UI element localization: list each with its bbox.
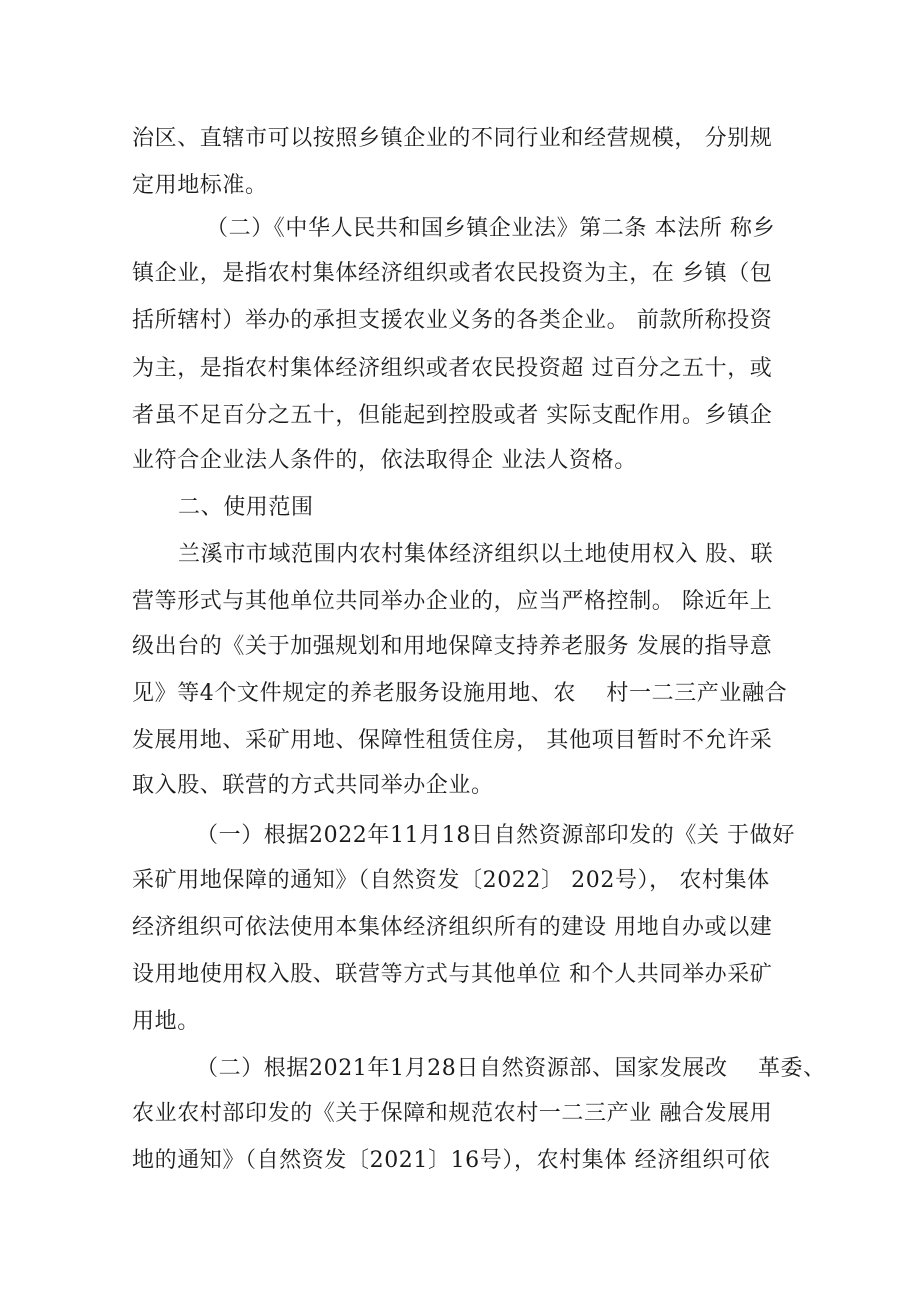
- text-line: 经济组织可依法使用本集体经济组织所有的建设 用地自办或以建: [132, 915, 773, 940]
- text-line: 取入股、联营的方式共同举办企业。: [132, 773, 494, 798]
- text-line: 用地。: [132, 1009, 200, 1034]
- text-line: 治区、直辖市可以按照乡镇企业的不同行业和经营规模， 分别规: [132, 126, 773, 151]
- text-line: 采矿用地保障的通知》（自然资发〔2022〕 202号）， 农村集体: [132, 868, 770, 893]
- text-line: 发展用地、采矿用地、保障性租赁住房， 其他项目暂时不允许采: [132, 728, 773, 753]
- text-line: 农业农村部印发的《关于保障和规范农村一二三产业 融合发展用: [132, 1101, 773, 1126]
- text-line: 括所辖村）举办的承担支援农业义务的各类企业。 前款所称投资: [132, 308, 773, 333]
- text-line: 定用地标准。: [132, 173, 268, 198]
- text-line: 级出台的《关于加强规划和用地保障支持养老服务 发展的指导意: [132, 634, 773, 659]
- text-line: （二）《中华人民共和国乡镇企业法》第二条 本法所 称乡: [206, 216, 776, 241]
- text-line: 见》等4个文件规定的养老服务设施用地、农 村一二三产业融合: [132, 681, 788, 706]
- text-line: 地的通知》（自然资发〔2021〕16号），农村集体 经济组织可依: [132, 1148, 771, 1173]
- text-line: 营等形式与其他单位共同举办企业的，应当严格控制。 除近年上: [132, 589, 773, 614]
- text-line: 镇企业，是指农村集体经济组织或者农民投资为主，在 乡镇（包: [132, 261, 773, 286]
- text-line: 设用地使用权入股、联营等方式与其他单位 和个人共同举办采矿: [132, 962, 773, 987]
- text-line: （一）根据2022年11月18日自然资源部印发的《关 于做好: [196, 823, 795, 848]
- text-line: （二）根据2021年1月28日自然资源部、国家发展改 革委、: [196, 1056, 826, 1081]
- section-heading: 二、使用范围: [178, 495, 314, 520]
- text-line: 为主，是指农村集体经济组织或者农民投资超 过百分之五十，或: [132, 356, 773, 381]
- text-line: 业符合企业法人条件的，依法取得企 业法人资格。: [132, 448, 637, 473]
- text-line: 兰溪市市域范围内农村集体经济组织以土地使用权入 股、联: [178, 542, 774, 567]
- text-line: 者虽不足百分之五十，但能起到控股或者 实际支配作用。乡镇企: [132, 403, 773, 428]
